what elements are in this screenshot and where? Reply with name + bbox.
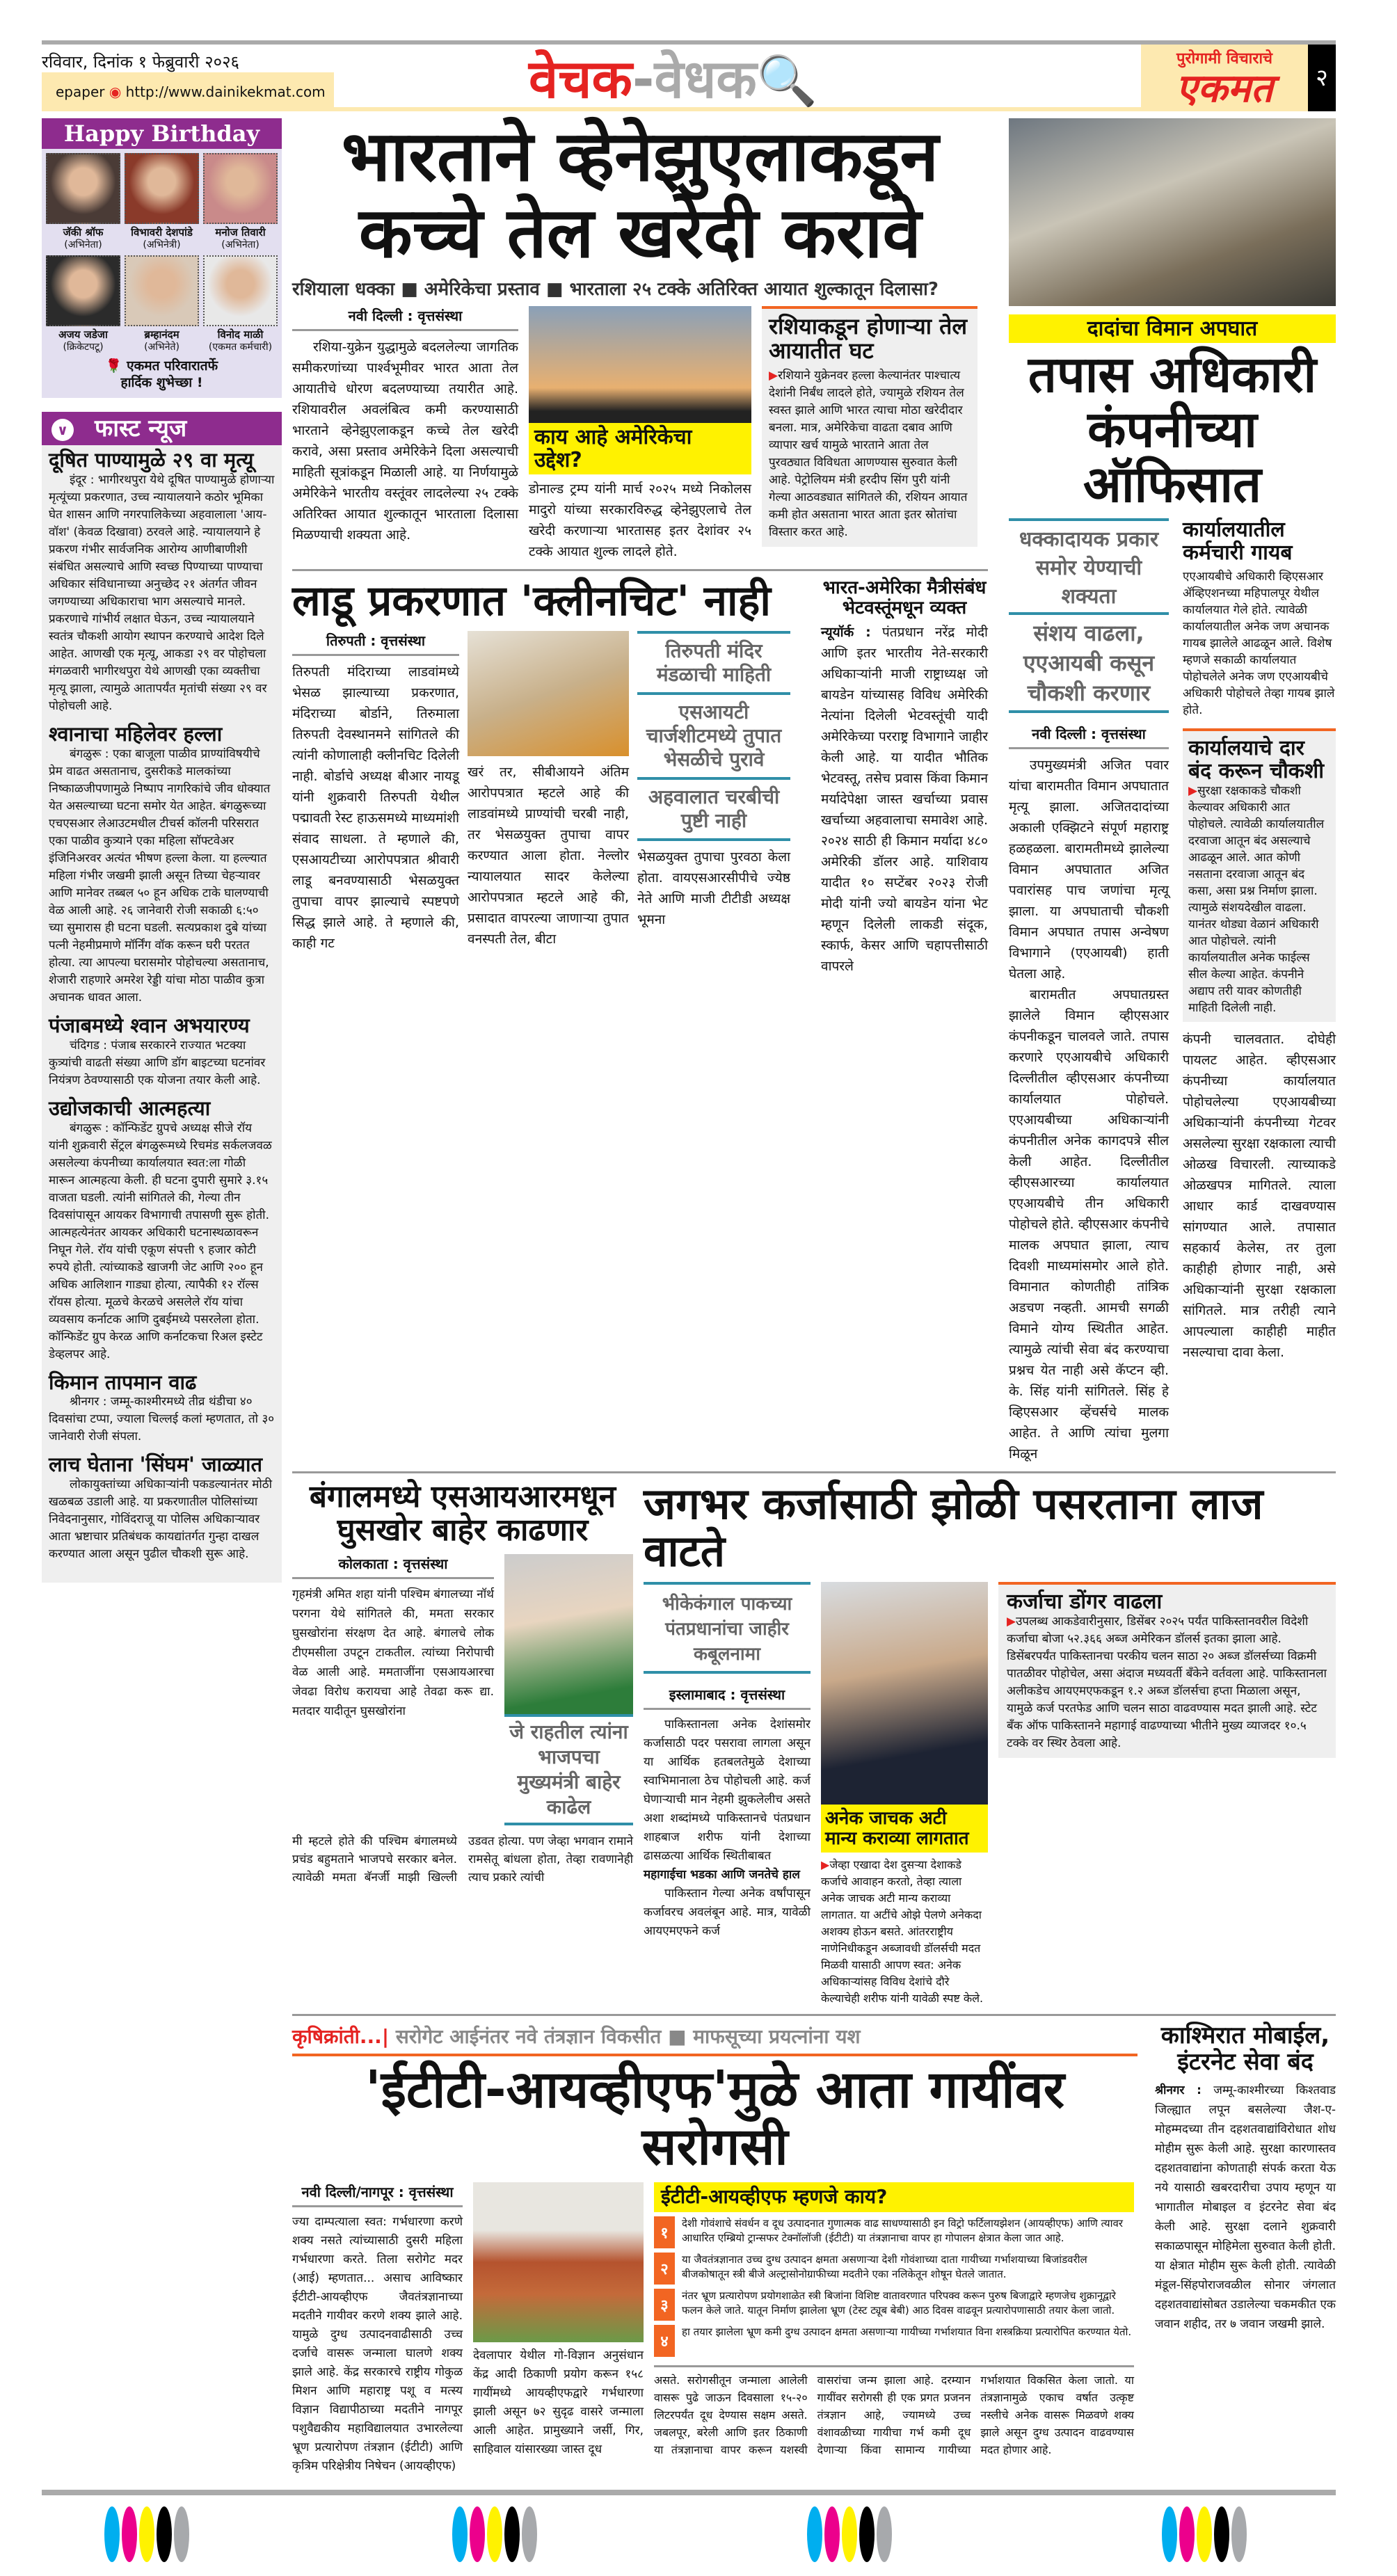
bengal-headline: बंगालमध्ये एसआयआरमधून घुसखोर बाहेर काढणार	[309, 1478, 616, 1548]
crash-story	[1009, 118, 1336, 1464]
center-column	[292, 115, 988, 977]
page-number: २	[1308, 45, 1336, 111]
article-body: तिरुपती मंदिराच्या लाडवांमध्ये भेसळ झाल्याच्या प्रकरणात, मंदिराच्या बोर्डाने, तिरुमाला तिरुपती देवस्थानमने सांगितले की त्यांनी कोणालाही क्लीनचिट दिलेली नाही. बोर्डाचे अध्यक्ष बीआर नायडू यांनी शुक्रवारी तिरुपती येथील पद्मावती रेस्ट हाऊसमध्ये माध्यमांशी संवाद साधला. ते म्हणाले की, एसआयटीच्या आरोपपत्रात श्रीवारी लाडू बनवण्यासाठी भेसळयुक्त तुपाचा वापर झाल्याचे स्पष्टपणे सिद्ध झाले आहे. ते म्हणाले की, काही गट	[292, 664, 459, 951]
article-body: रशिया-युक्रेन युद्धामुळे बदललेल्या जागतिक समीकरणांच्या पार्श्वभूमीवर भारत आता तेल आयातीचे धोरण बदलण्याच्या तयारीत आहे. रशियावरील अवलंबित्व कमी करण्यासाठी भारताने व्हेनेझुएलाकडून कच्चे तेल खरेदी करावे, असा प्रस्ताव अमेरिकेने दिला असल्याची माहिती सूत्रांकडून मिळाली आहे. या निर्णयामुळे अमेरिकेने भारतीय वस्तूंवर लादलेल्या २५ टक्के अतिरिक्त आयात शुल्कातून भारताला दिलासा मिळण्याची शक्यता आहे.	[292, 339, 518, 543]
crash-kicker: दादांचा विमान अपघात	[1009, 314, 1336, 343]
step-item: १ देशी गोवंशाचे संवर्धन व दूध उत्पादनात गुणात्मक वाढ साधण्यासाठी इन विट्रो फर्टिलायझेशन (आयव्हीएफ) आणि त्यावर आधारित एम्ब्रियो ट्रान्सफर टेक्नॉलॉजी (ईटीटी) या तंत्रज्ञानाचा वापर हा गोपालन क्षेत्रात केला जात आहे.	[654, 2216, 1134, 2248]
color-dots	[104, 2506, 191, 2565]
cow-photo	[473, 2182, 644, 2342]
step-item: ४ हा तयार झालेला भ्रूण कमी दुग्ध उत्पादन क्षमता असणाऱ्या गायीच्या गर्भाशयात विना शस्त्रक्रिया प्रत्यारोपित करण्यात येतो.	[654, 2325, 1134, 2357]
dateline: नवी दिल्ली/नागपूर : वृत्तसंस्था	[292, 2182, 463, 2207]
oil-pump-photo	[529, 306, 751, 423]
globe-icon: ◉	[109, 83, 122, 100]
step-item: ३ नंतर भ्रूण प्रत्यारोपण प्रयोगशाळेत स्त्री बिजांना विशिष्ट वातावरणात परिपक्व करून पुरुष बिजाद्वारे म्हणजेच शुक्रानूद्वारे फलन केले जाते. यातून निर्माण झालेला भ्रूण (टेस्ट ट्यूब बेबी) आठ दिवस वाढवून प्रत्यारोपणासाठी तयार केला जातो.	[654, 2289, 1134, 2321]
person-photo	[203, 153, 278, 224]
divider	[292, 569, 988, 571]
bouquet-icon: 🌹	[105, 358, 122, 374]
shehbaz-sharif-photo	[821, 1582, 988, 1805]
crash-side: कार्यालयातील कर्मचारी गायब एएआयबीचे अधिकारी व्हिएसआर ॲव्हिएशनच्या महिपालपूर येथील कार्यालयात गेले होते. त्यावेळी कार्यालयातील अनेक जण अचानक गायब झालेले आढळून आले. विशेष म्हणजे सकाळी कार्यालयात पोहोचलेले अनेक जण एएआयबीचे अधिकारी पोहोचले तेव्हा गायब झाले होते.	[1183, 517, 1335, 717]
kashmir-story: काश्मिरात मोबाईल, इंटरनेट सेवा बंद श्रीनगर : जम्मू-काश्मीरच्या किश्तवाड जिल्ह्यात लपून बसलेल्या जैश-ए-मोहम्मदच्या तीन दहशतवाद्यांविरोधात शोध मोहीम सुरू केली आहे. सुरक्षा कारणास्तव दहशतवाद्यांना कोणताही संपर्क करता येऊ नये यासाठी खबरदारीचा उपाय म्हणून या भागातील मोबाइल व इंटरनेट सेवा बंद केली आहे. सुरक्षा दलाने शुक्रवारी सकाळपासून मोहिमेला सुरुवात केली होती. या क्षेत्रात मोहीम सुरू केली होती. त्यावेळी मंडूल-सिंहपोराजवळील सोनार जंगलात दहशतवाद्यांसोबत उडालेल्या चकमकीत एक जवान शहीद, तर ७ जवान जखमी झाले.	[1155, 2022, 1336, 2331]
color-dots	[1162, 2506, 1249, 2565]
laddu-headline: लाडू प्रकरणात 'क्लीनचिट' नाही	[292, 577, 771, 625]
laddu-pullquotes	[637, 631, 790, 841]
fast-news-item: उद्योजकाची आत्महत्या बंगळुरू : कॉन्फिडेंट ग्रुपचे अध्यक्ष सीजे रॉय यांनी शुक्रवारी सेंट्रल बंगळुरूमध्ये रिचमंड सर्कलजवळ असलेल्या कंपनीच्या कार्यालयात स्वत:ला गोळी मारून आत्महत्या केली. ही घटना दुपारी सुमारे ३.१५ वाजता घडली. त्यांनी सांगितले की, गेल्या तीन दिवसांपासून आयकर विभागाची तपासणी सुरू होती. आत्महत्येनंतर आयकर अधिकारी घटनास्थळावरून निघून गेले. रॉय यांची एकूण संपत्ती ९ हजार कोटी रुपये होती. त्यांच्याकडे खाजगी जेट आणि २०० हून अधिक आलिशान गाड्या होत्या, त्यापैकी १२ रॉल्स रॉयस होत्या. मूळचे केरळचे असलेले रॉय यांचा व्यवसाय कर्नाटक आणि दुबईमध्ये पसरलेला होता. कॉन्फिडेंट ग्रुप केरळ आणि कर्नाटकचा रिअल इस्टेट डेव्हलपर आहे.	[49, 1096, 272, 1361]
article-body: पाकिस्तानला अनेक देशांसमोर कर्जासाठी पदर पसरावा लागला असून या आर्थिक हतबलतेमुळे देशाच्या स्वाभिमानाला ठेच पोहोचली आहे. कर्ज घेणाऱ्याची मान नेहमी झुकलेलीच असते अशा शब्दांमध्ये पाकिस्तानचे पंतप्रधान शाहबाज शरीफ यांनी देशाच्या ढासळत्या आर्थिक स्थितीबाबत महागाईचा भडका आणि जनतेचे हाल पाकिस्तान गेल्या अनेक वर्षांपासून कर्जावरच अवलंबून आहे. मात्र, यावेळी आयएमएफने कर्ज	[644, 1717, 811, 1938]
article-body: गृहमंत्री अमित शहा यांनी पश्चिम बंगालच्या नॉर्थ परगना येथे सांगितले की, ममता सरकार घुसखोरांना संरक्षण देत आहे. बंगालचे लोक टीएमसीला उपटून टाकतील. त्यांच्या निरोपाची वेळ आली आहे. ममताजींना एसआयआरचा जेवढा विरोध करायचा आहे तेवढा करू द्या. मतदार यादीतून घुसखोरांना	[292, 1587, 494, 1719]
box-text: डोनाल्ड ट्रम्प यांनी मार्च २०२५ मध्ये निकोलस मादुरो यांच्या सरकारविरुद्ध व्हेनेझुएलाचे तेल खरेदी करणाऱ्या भारतासह इतर देशांवर २५ टक्के आयात शुल्क लादले होते.	[529, 481, 751, 559]
issue-date: रविवार, दिनांक १ फेब्रुवारी २०२६	[42, 52, 240, 72]
pak-side-box: कर्जाचा डोंगर वाढला ▶ उपलब्ध आकडेवारीनुसार, डिसेंबर २०२५ पर्यंत पाकिस्तानवरील विदेशी कर्जाचा बोजा ५२.३६६ अब्ज अमेरिकन डॉलर्स इतका झाला आहे. डिसेंबरपर्यंत पाकिस्तानचा परकीय चलन साठा २० अब्ज डॉलर्सच्या विक्रमी पातळीवर पोहोचेल, असा अंदाज मध्यवर्ती बँकेने वर्तवला आहे. पाकिस्तानला अलीकडेच आयएमएफकडून १.२ अब्ज डॉलर्सचा हप्ता मिळाला असून, यामुळे कर्ज परतफेड आणि चलन साठा वाढवण्यास मदत झाली आहे. स्टेट बँक ऑफ पाकिस्तानने महागाई वाढण्याच्या भीतीने मुख्य व्याजदर १०.५ टक्के वर स्थिर ठेवला आहे.	[998, 1582, 1336, 1758]
epaper-label: epaper	[56, 83, 105, 100]
article-body: खरं तर, सीबीआयने अंतिम आरोपपत्रात म्हटले आहे की लाडवांमध्ये प्राण्यांची चरबी नाही, तर भेसळयुक्त तुपाचा वापर करण्यात आला होता. नेल्लोर न्यायालयात सादर केलेल्या आरोपपत्रात म्हटले आहे की, प्रसादात वापरल्या जाणाऱ्या तुपात वनस्पती तेल, बीटा	[468, 765, 629, 947]
page-body	[42, 115, 1336, 2576]
fast-news-item: दूषित पाण्यामुळे २९ वा मृत्यू इंदूर : भागीरथपुरा येथे दूषित पाण्यामुळे होणाऱ्या मृत्यूंच्या प्रकरणात, उच्च न्यायालयाने कठोर भूमिका घेत शासन आणि नगरपालिकेच्या अहवालाला 'आय-वॉश' (केवळ दिखावा) ठरवले आहे. न्यायालयाने हे प्रकरण गंभीर सार्वजनिक आरोग्य आणीबाणीशी संबंधित असल्याचे आणि स्वच्छ पिण्याच्या पाण्याचा अधिकार संविधानाच्या अनुच्छेद २१ अंतर्गत जीवन जगण्याच्या अधिकाराचा भाग असल्याचे मानले. प्रकरणाचे गांभीर्य लक्षात घेऊन, उच्च न्यायालयाने स्वतंत्र चौकशी आयोग स्थापन करण्याचे आदेश दिले आहेत. आणखी एक मृत्यू, आकडा २९ वर पोहोचला मंगळवारी भागीरथपुरा येथे आणखी एका व्यक्तीचा मृत्यू झाला, त्यामुळे आतापर्यंत मृतांची संख्या २९ वर पोहोचली आहे.	[49, 448, 275, 713]
article-body: मी म्हटले होते की पश्चिम बंगालमध्ये प्रचंड बहुमताने भाजपचे सरकार बनेल. त्यावेळी ममता बॅनर्जी माझी खिल्ली उडवत होत्या. पण जेव्हा भगवान रामाने रामसेतू बांधला होता, तेव्हा रावणानेही त्याच प्रकारे त्यांची	[292, 1834, 633, 1885]
laddu-story	[292, 578, 807, 954]
article-body: भेसळयुक्त तुपाचा पुरवठा केला होता. वायएसआरसीपीचे ज्येष्ठ नेते आणि माजी टीटीडी अध्यक्ष भूमना	[637, 849, 790, 927]
person-photo	[203, 255, 278, 326]
main-area	[292, 115, 1336, 2476]
ett-story	[292, 2023, 1137, 2476]
pull-quote: जे राहतील त्यांना भाजपचा मुख्यमंत्री बाहेर काढेल	[504, 1714, 633, 1825]
pak-story	[644, 1480, 1336, 2008]
registration-marks	[42, 2506, 1336, 2576]
site-url[interactable]: http://www.dainikekmat.com	[125, 83, 326, 100]
dateline: नवी दिल्ली : वृत्तसंस्था	[292, 306, 518, 331]
lead-headline: भारताने व्हेनेझुएलाकडून कच्चे तेल खरेदी करावे	[341, 115, 939, 273]
divider	[292, 1471, 1336, 1473]
fast-news-item: लाच घेताना 'सिंघम' जाळ्यात लोकायुक्तांच्या अधिकाऱ्यांनी पकडल्यानंतर मोठी खळबळ उडाली आहे. या प्रकरणातील पोलिसांच्या निवेदनानुसार, गोविंदराजू या पोलिस अधिकाऱ्यावर आता भ्रष्टाचार प्रतिबंधक कायद्यांतर्गत गुन्हा दाखल करण्यात आला असून पुढील चौकशी सुरू आहे.	[49, 1453, 273, 1562]
birthday-person: ब्रम्हानंदम (अभिनेते)	[125, 255, 199, 353]
dateline: तिरुपती : वृत्तसंस्था	[292, 631, 459, 656]
box-title: अनेक जाचक अटी मान्य कराव्या लागतात	[821, 1805, 988, 1853]
birthday-box	[42, 118, 282, 398]
paper-brand: पुरोगामी विचाराचे एकमत	[1176, 50, 1273, 111]
step-number: १	[654, 2216, 675, 2248]
birthday-person: विभावरी देशपांडे (अभिनेत्री)	[125, 153, 199, 251]
ett-headline: 'ईटीटी-आयव्हीएफ'मुळे आता गायींवर सरोगसी	[365, 2060, 1064, 2177]
color-dots	[807, 2506, 894, 2565]
person-photo	[125, 153, 199, 224]
pak-subhead: भीकेकंगाल पाकच्या पंतप्रधानांचा जाहीर कबूलनामा	[644, 1582, 811, 1674]
birthday-person: मनोज तिवारी (अभिनेता)	[203, 153, 278, 251]
epaper-link[interactable]	[56, 83, 326, 100]
fast-news-column	[42, 412, 282, 1583]
crash-subheads: धक्कादायक प्रकार समोर येण्याची शक्यता संशय वाढला, एएआयबी कसून चौकशी करणार नवी दिल्ली : वृत्तसंस्था	[1009, 518, 1169, 749]
step-number: ३	[654, 2289, 675, 2321]
pak-headline: जगभर कर्जासाठी झोळी पसरताना लाज वाटते	[644, 1478, 1263, 1576]
box-title: काय आहे अमेरिकेचा उद्देश?	[529, 423, 751, 474]
bengal-story	[292, 1480, 633, 1887]
plane-crash-photo	[1009, 118, 1336, 306]
chevron-down-icon: ∨	[51, 419, 74, 441]
birthday-wishes: 🌹 एकमत परिवारातर्फे हार्दिक शुभेच्छा !	[105, 358, 218, 390]
person-photo	[46, 255, 120, 326]
fast-news-item: श्वानाचा महिलेवर हल्ला बंगळुरू : एका बाजूला पाळीव प्राण्यांविषयीचे प्रेम वाढत असतानाच, दुसरीकडे मालकांच्या निष्काळजीपणामुळे निष्पाप नागरिकांचे जीव धोक्यात येत असल्याच्या घटना समोर येत आहेत. बंगळुरूच्या एचएसआर लेआउटमधील टीचर्स कॉलनी परिसरात एका पाळीव कुत्र्याने एका महिला सॉफ्टवेअर इंजिनिअरवर अत्यंत भीषण हल्ला केला. या हल्ल्यात महिला गंभीर जखमी झाली असून तिच्या चेहऱ्यावर आणि मानेवर तब्बल ५० हून अधिक टाके घालण्याची वेळ आली आहे. २६ जानेवारी रोजी सकाळी ६:५० च्या सुमारास ही घटना घडली. सत्यप्रकाश दुबे यांच्या पत्नी नेहमीप्रमाणे मॉर्निंग वॉक करून घरी परतत होत्या. त्या आपल्या घरासमोर पोहोचल्या असतानाच, शेजारी राहणारे अमरेश रेड्डी यांचा मोठा पाळीव कुत्रा अचानक धावत आला.	[49, 721, 271, 1005]
article-body: देवलापार येथील गो-विज्ञान अनुसंधान केंद्र आदी ठिकाणी प्रयोग करून १५८ गायींमध्ये आयव्हीएफद्वारे गर्भधारणा झाली असून ७२ सुदृढ वासरे जन्माला आली आहेत. प्रामुख्याने जर्सी, गिर, साहिवाल यांसारख्या जास्त दूध	[473, 2348, 644, 2456]
person-photo	[46, 153, 120, 224]
birthday-title: Happy Birthday	[42, 118, 282, 149]
magnifier-icon: 🔍	[756, 52, 817, 109]
crash-body-2: कंपनी चालवतात. दोघेही पायलट आहेत. व्हीएसआर कंपनीच्या कार्यालयात पोहोचलेल्या एएआयबीच्या अधिकाऱ्यांनी कंपनीच्या गेटवर असलेल्या सुरक्षा रक्षकाला त्याची ओळख विचारली. त्याच्याकडे ओळखपत्र मागितले. त्याला आधार कार्ड दाखवण्यास सांगण्यात आले. तपासात सहकार्य केलेस, तर तुला काहीही होणार नाही, असे अधिकाऱ्यांनी सुरक्षा रक्षकाला सांगितले. मात्र तरीही त्याने आपल्याला काहीही माहीत नसल्याचा दावा केला.	[1183, 1031, 1336, 1360]
side-box: रशियाकडून होणाऱ्या तेल आयातीत घट ▶ रशियाने युक्रेनवर हल्ला केल्यानंतर पाश्चात्य देशांनी निर्बंध लादले होते, ज्यामुळे रशियन तेल स्वस्त झाले आणि भारत त्याचा मोठा खरेदीदार बनला. मात्र, अमेरिकेचा वाढता दबाव आणि व्यापार खर्च यामुळे भारताने आता तेल पुरवठ्यात विविधता आणण्यास सुरुवात केली आहे. पेट्रोलियम मंत्री हरदीप सिंग पुरी यांनी गेल्या आठवड्यात सांगितले की, रशियन आयात कमी होत असताना भारत आता इतर स्रोतांचा विस्तार करत आहे.	[762, 306, 977, 547]
dateline: कोलकाता : वृत्तसंस्था	[292, 1554, 494, 1579]
box-text: ▶ जेव्हा एखादा देश दुसऱ्या देशाकडे कर्जाचे आवाहन करतो, तेव्हा त्याला अनेक जाचक अटी मान्य कराव्या लागतात. या अटींचे ओझे पेलणे अनेकदा अशक्य होऊन बसते. आंतरराष्ट्रीय नाणेनिधीकडून अब्जावधी डॉलर्सची मदत मिळवी यासाठी आपण स्वत: अनेक अधिकाऱ्यांसह विविध देशांचे दौरे केल्याचेही शरीफ यांनी यावेळी स्पष्ट केले.	[821, 1857, 988, 2007]
article-body: असते. सरोगसीतून जन्माला आलेली वासरू पुढे जाऊन दिवसाला १५-२० लिटरपर्यंत दूध देण्यास सक्षम असते. जबलपूर, बरेली आणि इतर ठिकाणी या तंत्रज्ञानाचा वापर करून यशस्वी वासरांचा जन्म झाला आहे. दरम्यान गायींवर सरोगसी ही एक प्रगत प्रजनन तंत्रज्ञान आहे, ज्यामध्ये उच्च वंशावळीच्या गायीचा गर्भ कमी दूध देणाऱ्या किंवा सामान्य गायीच्या गर्भाशयात विकसित केला जातो. या तंत्रज्ञानामुळे एकाच वर्षात उत्कृष्ट नस्लीचे अनेक वासरू मिळवणे शक्य झाले असून दुग्ध उत्पादन वाढवण्यास मदत होणार आहे.	[654, 2365, 1134, 2458]
dateline: इस्लामाबाद : वृत्तसंस्था	[644, 1685, 811, 1710]
laddu-photo	[468, 631, 629, 756]
step-number: ४	[654, 2325, 675, 2357]
bottom-rule	[42, 2490, 1336, 2495]
step-number: २	[654, 2253, 675, 2285]
person-photo	[125, 255, 199, 326]
article-body: ज्या दाम्पत्याला स्वत: गर्भधारणा करणे शक्य नसते त्यांच्यासाठी दुसरी महिला गर्भधारणा करते. तिला सरोगेट मदर (आई) म्हणतात... असाच आविष्कार ईटीटी-आयव्हीएफ जैवतंत्रज्ञानाच्या मदतीने गायीवर करणे शक्य झाले आहे. यामुळे दुग्ध उत्पादनवाढीसाठी उच्च दर्जाचे वासरू जन्माला घालणे शक्य झाले आहे. केंद्र सरकारचे राष्ट्रीय गोकुळ मिशन आणि महाराष्ट्र पशू व मत्स्य विज्ञान विद्यापीठाच्या मदतीने नागपूर पशुवैद्यकीय महाविद्यालयात उभारलेल्या भ्रूण प्रत्यारोपण तंत्रज्ञान (ईटीटी) आणि कृत्रिम परिक्षेत्रीय निषेचन (आयव्हीएफ)	[292, 2214, 463, 2473]
divider	[292, 2014, 1336, 2016]
ett-kicker: कृषिक्रांती...| सरोगेट आईनंतर नवे तंत्रज्ञान विकसीत ■ माफसूच्या प्रयत्नांना यश	[292, 2023, 1137, 2056]
masthead	[42, 45, 1336, 111]
fast-news-header: ∨ फास्ट न्यूज	[42, 412, 282, 445]
pull-quote: अहवालात चरबीची पुष्टी नाही	[637, 777, 790, 838]
lead-subhead: रशियाला धक्का ■ अमेरिकेचा प्रस्ताव ■ भारताला २५ टक्के अतिरिक्त आयात शुल्कातून दिलासा?	[292, 279, 939, 300]
section-logo: वेचक-वेधक🔍	[529, 48, 817, 110]
birthday-person: विनोद माळी (एकमत कर्मचारी)	[203, 255, 278, 353]
step-item: २ या जैवतंत्रज्ञानात उच्च दुग्ध उत्पादन क्षमता असणाऱ्या देशी गोवंशाच्या दाता गायीच्या गर्भाशयाच्या बिजांडवरील बीजकोषातून स्त्री बीजे अल्ट्रासोनोग्राफीच्या मदतीने एका नलिकेतून शोषून घेतले जातात.	[654, 2253, 1134, 2285]
color-dots	[452, 2506, 539, 2565]
pull-quote: एसआयटी चार्जशीटमध्ये तुपात भेसळीचे पुरावे	[637, 692, 790, 777]
ett-explainer: ईटीटी-आयव्हीएफ म्हणजे काय? १ देशी गोवंशाचे संवर्धन व दूध उत्पादनात गुणात्मक वाढ साधण्यासाठी इन विट्रो फर्टिलायझेशन (आयव्हीएफ) आणि त्यावर आधारित एम्ब्रियो ट्रान्सफर टेक्नॉलॉजी (ईटीटी) या तंत्रज्ञानाचा वापर हा गोपालन क्षेत्रात केला जात आहे. २ या जैवतंत्रज्ञानात उच्च दुग्ध उत्पादन क्षमता असणाऱ्या देशी गोवंशाच्या दाता गायीच्या गर्भाशयाच्या बिजांडवरील बीजकोषातून स्त्री बीजे अल्ट्रासोनोग्राफीच्या मदतीने एका नलिकेतून शोषून घेतले जातात. ३ नंतर भ्रूण प्रत्यारोपण प्रयोगशाळेत स्त्री बिजांना विशिष्ट वातावरणात परिपक्व करून पुरुष बिजाद्वारे म्हणजेच शुक्रानूद्वारे फलन केले जाते. यातून निर्माण झालेला भ्रूण (टेस्ट ट्यूब बेबी) आठ दिवस वाढवून प्रत्यारोपणासाठी तयार केला जातो. ४ हा तयार झालेला भ्रूण कमी दुग्ध उत्पादन क्षमता असणाऱ्या गायीच्या गर्भाशयात विना शस्त्रक्रिया प्रत्यारोपित करण्यात येतो.	[654, 2182, 1134, 2357]
gifts-story: भारत-अमेरिका मैत्रीसंबंध भेटवस्तूंमधून व्यक्त न्यूयॉर्क : पंतप्रधान नरेंद्र मोदी आणि इतर भारतीय नेते-सरकारी अधिकाऱ्यांनी माजी राष्ट्राध्यक्ष जो बायडेन यांच्यासह विविध अमेरिकी नेत्यांना दिलेली भेटवस्तूंची यादी अमेरिकेच्या परराष्ट्र विभागाने जाहीर केली आहे. या यादीत भौतिक भेटवस्तू, तसेच प्रवास किंवा किमान मर्यादेपेक्षा जास्त खर्चाच्या प्रवास खर्चाच्या अहवालाचा समावेश आहे. २०२४ साठी ही किमान मर्यादा ४८० अमेरिकी डॉलर आहे. याशिवाय यादीत १० सप्टेंबर २०२३ रोजी मोदी यांनी ज्यो बायडेन यांना भेट म्हणून दिलेली लाकडी संदूक, स्कार्फ, केसर आणि चहापत्तीसाठी वापरले	[821, 577, 988, 975]
left-column	[42, 118, 282, 1583]
pull-quote: तिरुपती मंदिर मंडळाची माहिती	[637, 631, 790, 692]
crash-headline: तपास अधिकारी कंपनीच्या ऑफिसात	[1028, 345, 1317, 514]
crash-box: कार्यालयाचे दार बंद करून चौकशी ▶ सुरक्षा रक्षकाकडे चौकशी केल्यावर अधिकारी आत पोहोचले. त्यावेळी कार्यालयातील दरवाजा आतून बंद असल्याचे आढळून आले. आत कोणी नसताना दरवाजा आतून बंद कसा, असा प्रश्न निर्माण झाला. त्यामुळे संशयदेखील वाढला. यानंतर थोड्या वेळानं अधिकारी आत पोहोचले. त्यांनी कार्यालयातील अनेक फाईल्स सील केल्या आहेत. कंपनीने अद्याप तरी यावर कोणतीही माहिती दिलेली नाही.	[1183, 728, 1336, 1022]
birthday-person: जॅकी श्रॉफ (अभिनेता)	[46, 153, 120, 251]
crash-body: उपमुख्यमंत्री अजित पवार यांचा बारामतीत विमान अपघातात मृत्यू झाला. अजितदादांच्या अकाली एक्झिटने संपूर्ण महाराष्ट्र हळहळला. बारामतीमध्ये झालेल्या विमान अपघातात अजित पवारांसह पाच जणांचा मृत्यू झाला. या अपघाताची चौकशी विमान अपघात तपास अन्वेषण विभागाने (एएआयबी) हाती घेतला आहे. बारामतीत अपघातग्रस्त झालेले विमान व्हीएसआर कंपनीकडून चालवले जाते. तपास करणारे एएआयबीचे अधिकारी दिल्लीतील व्हीएसआर कंपनीच्या कार्यालयात पोहोचले. एएआयबीच्या अधिकाऱ्यांनी कंपनीतील अनेक कागदपत्रे सील केली आहेत. दिल्लीतील व्हीएसआरच्या कार्यालयात एएआयबीचे तीन अधिकारी पोहोचले होते. व्हीएसआर कंपनीचे मालक अपघात झाला, त्याच दिवशी माध्यमांसमोर आले होते. विमानात कोणतीही तांत्रिक अडचण नव्हती. आमची सगळी विमाने योग्य स्थितीत आहेत. त्यामुळे त्यांची सेवा बंद करण्याचा प्रश्नच येत नाही असे कॅप्टन व्ही. के. सिंह यांनी सांगितले. सिंह हे व्हिएसआर व्हेंचर्सचे मालक आहेत. ते आणि त्यांचा मुलगा मिळून	[1009, 757, 1169, 1462]
amit-shah-photo	[504, 1554, 633, 1714]
birthday-person: अजय जडेजा (क्रिकेटपटू)	[46, 255, 120, 353]
fast-news-item: किमान तापमान वाढ श्रीनगर : जम्मू-काश्मीरमध्ये तीव्र थंडीचा ४० दिवसांचा टप्पा, ज्याला चिल्लई कलां म्हणतात, तो ३० जानेवारी रोजी संपला.	[49, 1370, 275, 1444]
fast-news-item: पंजाबमध्ये श्वान अभयारण्य चंदिगड : पंजाब सरकारने राज्यात भटक्या कुत्र्यांची वाढती संख्या आणि डॉग बाइटच्या घटनांवर नियंत्रण ठेवण्यासाठी एक योजना तयार केली आहे.	[49, 1013, 266, 1087]
